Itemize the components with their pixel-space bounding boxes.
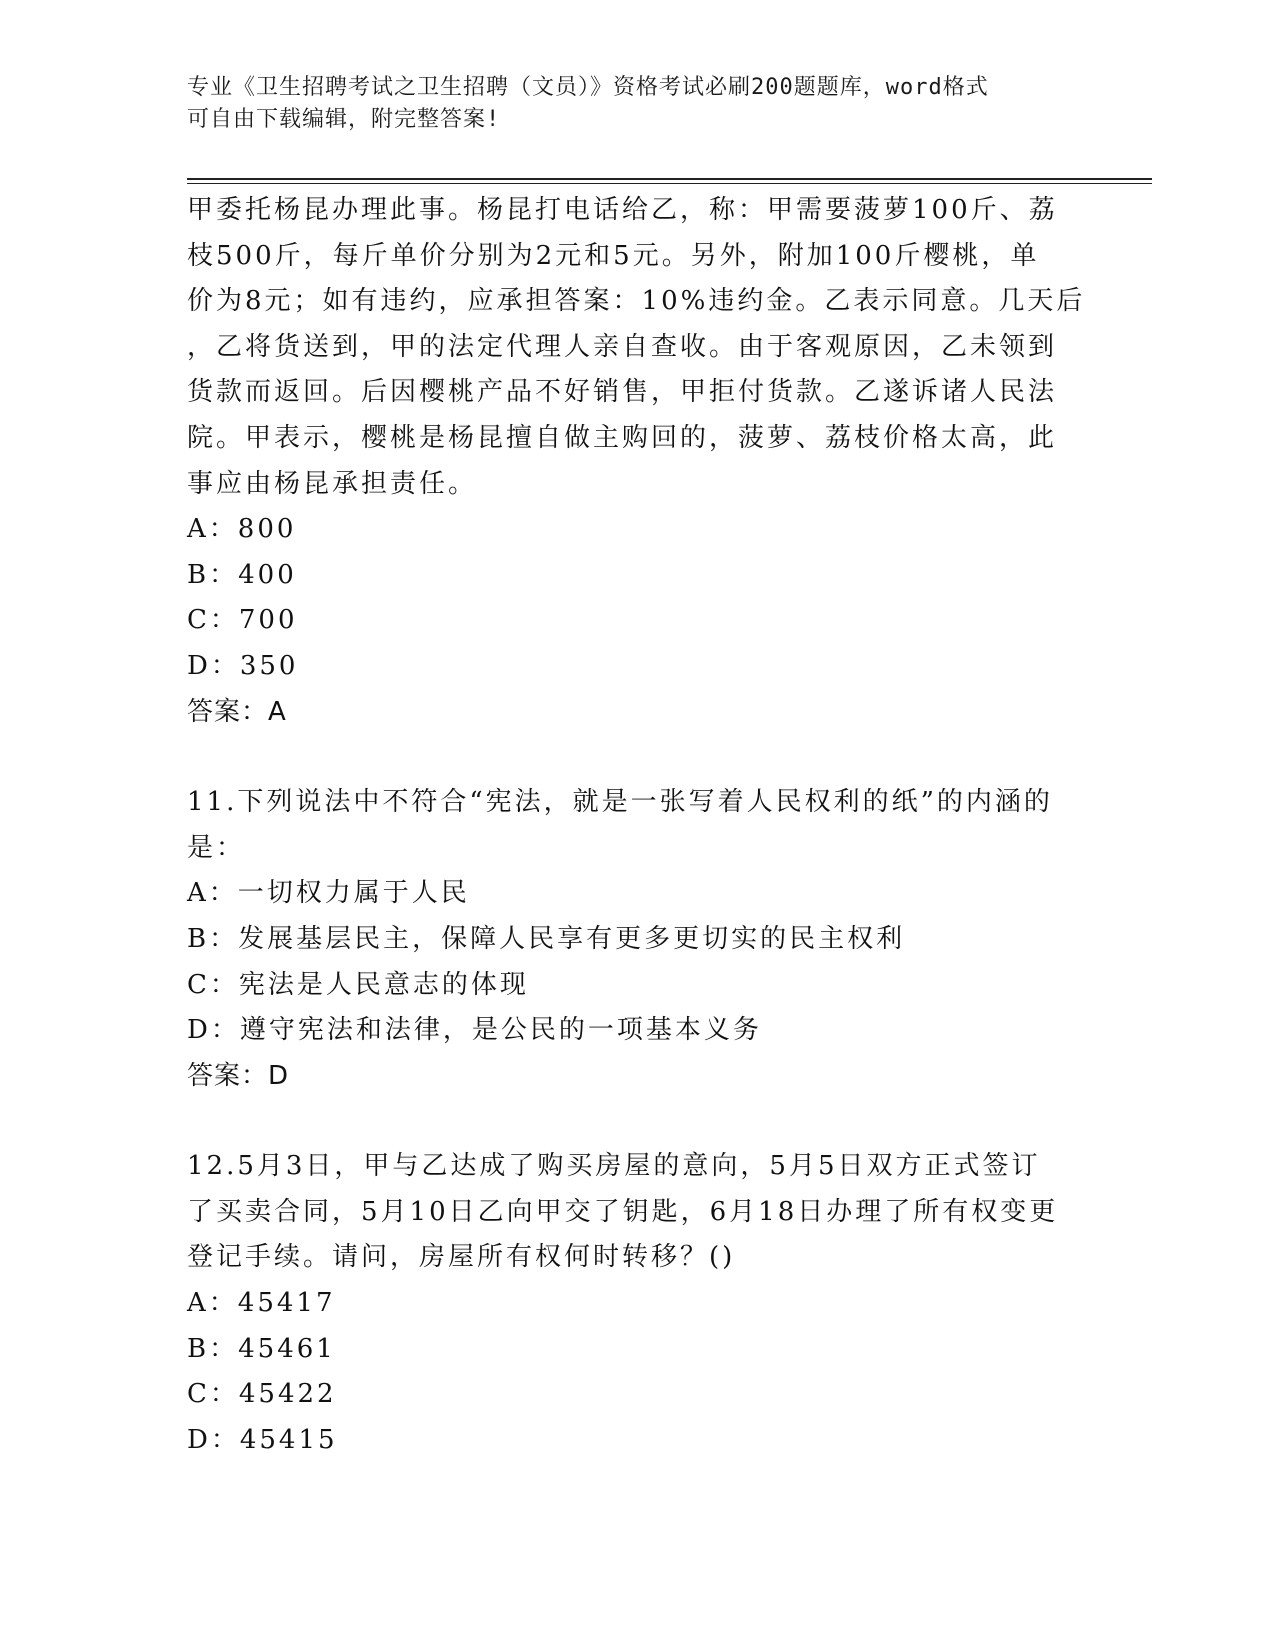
question-text-line: 院。甲表示，樱桃是杨昆擅自做主购回的，菠萝、荔枝价格太高，此 <box>187 422 1058 453</box>
question-text-line: 12.5月3日，甲与乙达成了购买房屋的意向，5月5日双方正式签订 <box>187 1151 1041 1182</box>
question-text-line: 价为8元；如有违约，应承担答案：10%违约金。乙表示同意。几天后 <box>187 286 1086 317</box>
header-divider-thin <box>187 183 1152 184</box>
option-b: B：发展基层民主，保障人民享有更多更切实的民主权利 <box>187 923 906 954</box>
option-c: C：700 <box>187 605 298 636</box>
answer-line: 答案：A <box>187 696 287 727</box>
question-text-line: ，乙将货送到，甲的法定代理人亲自查收。由于客观原因，乙未领到 <box>187 331 1058 362</box>
question-text-line: 11.下列说法中不符合“宪法，就是一张写着人民权利的纸”的内涵的 <box>187 787 1053 818</box>
option-d: D：45415 <box>187 1424 338 1455</box>
option-b: B：400 <box>187 559 297 590</box>
question-11 <box>187 780 1087 1099</box>
option-a: A：45417 <box>187 1288 336 1319</box>
question-text-line: 登记手续。请问，房屋所有权何时转移？() <box>187 1242 736 1273</box>
question-text-line: 枝500斤，每斤单价分别为2元和5元。另外，附加100斤樱桃，单 <box>187 240 1040 271</box>
option-a: A：800 <box>187 514 297 545</box>
option-b: B：45461 <box>187 1333 336 1364</box>
option-a: A：一切权力属于人民 <box>187 878 470 909</box>
header-divider-thick <box>187 178 1152 180</box>
question-list <box>187 188 1087 1463</box>
option-d: D：遵守宪法和法律，是公民的一项基本义务 <box>187 1015 762 1046</box>
question-text-line: 事应由杨昆承担责任。 <box>187 468 478 499</box>
option-c: C：宪法是人民意志的体现 <box>187 969 529 1000</box>
question-10-continued <box>187 188 1087 735</box>
question-12 <box>187 1144 1087 1463</box>
question-text-line: 了买卖合同，5月10日乙向甲交了钥匙，6月18日办理了所有权变更 <box>187 1196 1059 1227</box>
header-title-line-2: 可自由下载编辑，附完整答案! <box>187 107 501 132</box>
question-text-line: 货款而返回。后因樱桃产品不好销售，甲拒付货款。乙遂诉诸人民法 <box>187 377 1058 408</box>
option-c: C：45422 <box>187 1379 337 1410</box>
answer-line: 答案：D <box>187 1060 290 1091</box>
page-header <box>187 72 1067 136</box>
header-title-line-1: 专业《卫生招聘考试之卫生招聘（文员）》资格考试必刷200题题库，word格式 <box>187 75 989 100</box>
option-d: D：350 <box>187 650 299 681</box>
question-text-line: 甲委托杨昆办理此事。杨昆打电话给乙，称：甲需要菠萝100斤、荔 <box>187 195 1058 225</box>
question-text-line: 是： <box>187 832 246 863</box>
question-spacer <box>187 735 1087 780</box>
question-spacer <box>187 1099 1087 1144</box>
